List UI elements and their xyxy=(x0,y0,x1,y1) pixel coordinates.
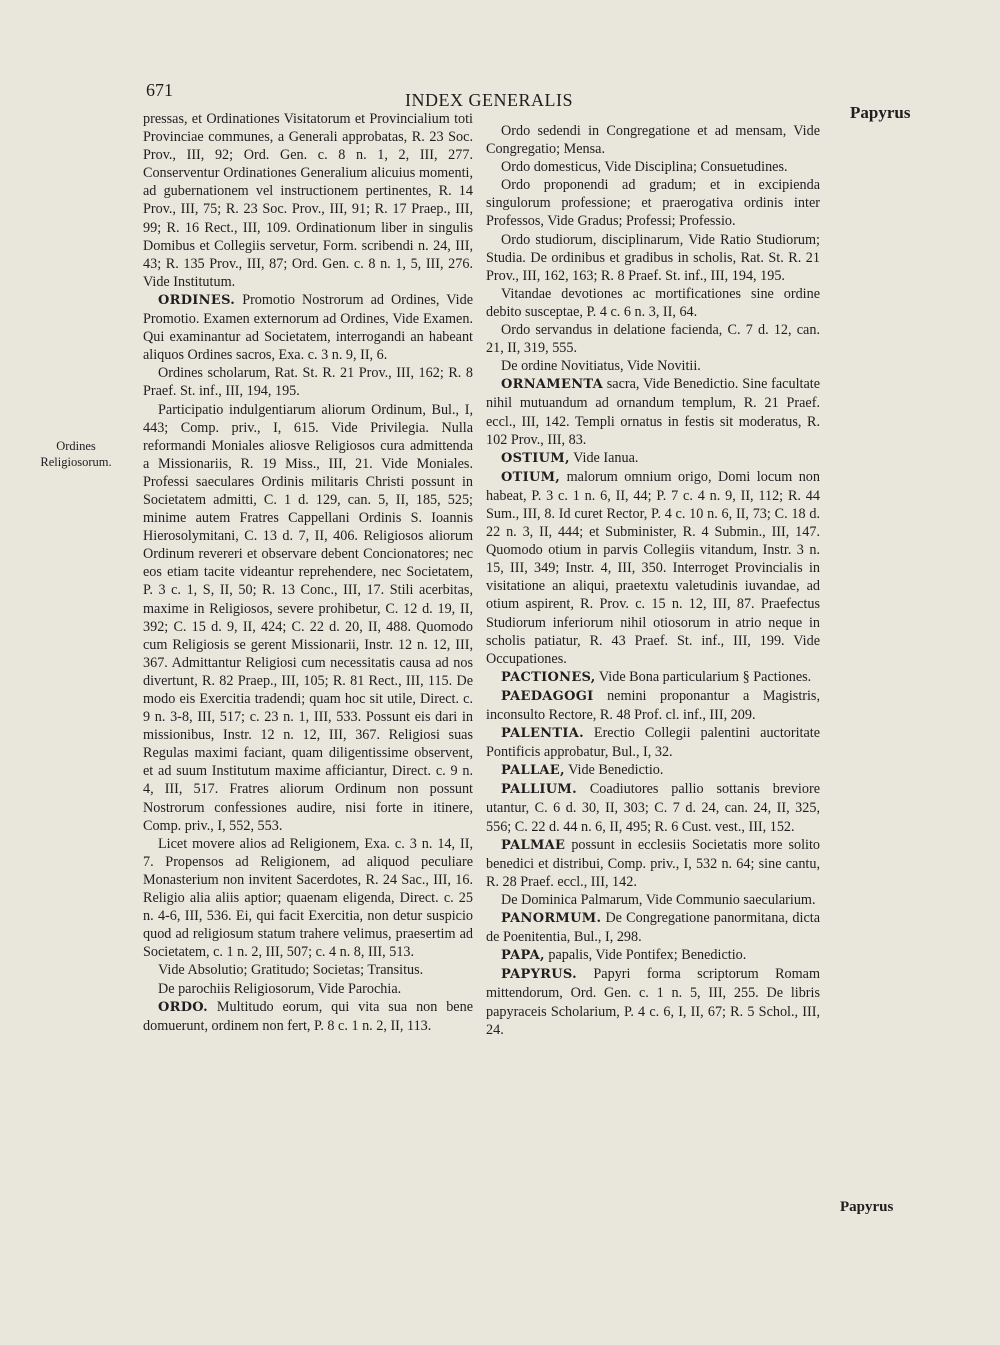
entry-text: De ordine Novitiatus, Vide Novitii. xyxy=(501,358,701,375)
index-entry xyxy=(143,364,473,400)
index-entry xyxy=(486,158,820,176)
entry-headword: PAPYRUS. xyxy=(501,967,577,983)
entry-text: Coadiutores pallio sottanis breviore utantur, C. 6 d. 30, II, 303; C. 7 d. 24, can. 24, II, 325, 556; C. 22 d. 44 n. 6, II, 495; R. 6 Cust. vest., III, 152. xyxy=(486,781,820,835)
entry-text: Multitudo eorum, qui vita sua non bene domuerunt, ordinem non fert, P. 8 c. 1 n. 2, II, 113. xyxy=(143,998,473,1034)
index-entry xyxy=(486,449,820,468)
entry-text: De parochiis Religiosorum, Vide Parochia. xyxy=(158,980,402,997)
index-entry xyxy=(486,780,820,835)
entry-text: Ordo proponendi ad gradum; et in excipienda singulorum professione; et praerogativa ordinis inter Professos, Vide Gradus; Professi; Professio. xyxy=(486,177,820,230)
index-entry xyxy=(486,687,820,724)
index-entry xyxy=(486,761,820,780)
entry-text: Vide Ianua. xyxy=(573,449,639,466)
entry-text: Papyri forma scriptorum Romam mittendorum, Ord. Gen. c. 1 n. 5, III, 255. De libris papyraceis Scholarium, P. 4 c. 6, I, II, 67; R. 5 Schol., III, 24. xyxy=(486,966,821,1038)
index-entry xyxy=(143,998,473,1035)
entry-text: Licet movere alios ad Religionem, Exa. c. 3 n. 14, II, 7. Propensos ad Religionem, ad aliquod peculiare Monasterium non invitent Sacerdotes, R. 24 Sac., III, 16. Religio alia aliis aptior; quaenam eligenda, Direct. c. 25 n. 4-6, III, 536. Ei, qui facit Exercitia, non detur suspicio quod ad religiosum statum trahere velimus, praesertim ad Societatem, c. 1 n. 2, III, 507; c. 4 n. 8, III, 513. xyxy=(143,835,473,961)
entry-text: Ordines scholarum, Rat. St. R. 21 Prov., III, 162; R. 8 Praef. St. inf., III, 194, 195. xyxy=(143,365,473,400)
entry-text: Erectio Collegii palentini auctoritate Pontificis approbatur, Bul., I, 32. xyxy=(486,725,821,761)
entry-text: nemini proponantur a Magistris, inconsulto Rectore, R. 48 Prof. cl. inf., III, 209. xyxy=(486,687,820,723)
entry-headword: PAEDAGOGI xyxy=(501,688,594,704)
index-entry xyxy=(143,835,473,962)
entry-headword: ORDINES. xyxy=(158,292,236,308)
entry-headword: ORDO. xyxy=(158,999,208,1015)
index-entry xyxy=(486,375,820,448)
catchword-bottom: Papyrus xyxy=(840,1199,894,1215)
index-entry xyxy=(486,724,820,761)
entry-headword: PACTIONES, xyxy=(501,669,596,685)
index-entry xyxy=(486,122,820,158)
index-entry xyxy=(143,980,473,998)
entry-text: pressas, et Ordinationes Visitatorum et Provincialium toti Provinciae communes, a Generali approbatas, R. 23 Soc. Prov., III, 92; Ord. Gen. c. 8 n. 1, 2, III, 277. Conserventur Ordinationes Generalium alicuius momenti, ad gubernationem vel instructionem pertinentes, R. 14 Prov., III, 75; R. 23 Soc. Prov., III, 91; R. 17 Praep., III, 99; R. 16 Rect., III, 109. Ordinationum liber in singulis Domibus et Collegiis servetur, Form. scribendi n. 24, III, 43; R. 135 Prov., III, 87; Ord. Gen. c. 8 n. 1, 5, III, 276. Vide Institutum. xyxy=(143,111,473,290)
margin-note: Ordines Religiosorum. xyxy=(40,439,112,469)
entry-text: Vide Bona particularium § Pactiones. xyxy=(598,668,812,685)
entry-text: Ordo domesticus, Vide Disciplina; Consuetudines. xyxy=(501,159,788,176)
entry-text: malorum omnium origo, Domi locum non habeat, P. 3 c. 1 n. 6, II, 44; P. 7 c. 4 n. 9, II, 112; R. 44 Sum., III, 8. Id curet Rector, P. 4 c. 10 n. 6, II, 73; C. 18 d. 22 n. 3, II, 444; et Subminister, R. 4 Submin., III, 147. Quomodo otium in parvis Collegiis vitandum, Instr. 3 n. 15, III, 349; Instr. 4, III, 350. Interroget Provincialis in visitatione an aliqui, praetextu valetudinis iuvandae, ad otium aspirent, R. Prov. c. 15 n. 12, III, 87. Praefectus Studiorum inferiorum nihil otiosorum in atrio neque in scholis patiatur, R. 43 Praef. St. inf., III, 199. Vide Occupationes. xyxy=(486,468,820,667)
entry-headword: PANORMUM. xyxy=(501,911,602,927)
entry-headword: PALLAE, xyxy=(501,763,565,779)
index-entry xyxy=(486,891,820,909)
index-entry xyxy=(486,946,820,965)
index-entry xyxy=(486,468,820,668)
entry-text: De Dominica Palmarum, Vide Communio saecularium. xyxy=(501,891,816,908)
index-entry xyxy=(486,357,820,375)
index-entry xyxy=(486,836,820,891)
index-entry xyxy=(486,231,820,285)
running-head: INDEX GENERALIS xyxy=(405,90,573,110)
page-number: 671 xyxy=(146,80,173,100)
entry-headword: ORNAMENTA xyxy=(501,377,604,393)
index-entry xyxy=(486,285,820,321)
entry-text: Promotio Nostrorum ad Ordines, Vide Promotio. Examen externorum ad Ordines, Vide Examen. Qui examinantur ad Societatem, interrogandi an habeant aliquos Ordines sacros, Exa. c. 3 n. 9, II, 6. xyxy=(143,291,474,364)
entry-text: Vitandae devotiones ac mortificationes sine ordine debito susceptae, P. 4 c. 6 n. 3, II, 64. xyxy=(486,285,820,320)
entry-text: Vide Benedictio. xyxy=(568,762,664,779)
entry-text: Vide Absolutio; Gratitudo; Societas; Transitus. xyxy=(158,962,424,979)
catchword-top: Papyrus xyxy=(850,103,911,122)
entry-text: Participatio indulgentiarum aliorum Ordinum, Bul., I, 443; Comp. priv., I, 615. Vide Privilegia. Nulla reformandi Moniales aliosve Religiosos cura admittenda a Missionariis, R. 19 Miss., III, 21. Vide Moniales. Professi saeculares Ordinis militaris Christi possunt in Societatem admitti, C. 1 d. 129, can. 5, II, 185, 525; minime autem Fratres Cappellani Ordinis S. Ioannis Hierosolymitani, C. 13 d. 7, II, 406. Religiosos aliorum Ordinum revereri et observare debent Concionatores; nec eos etiam tacite videantur reprehendere, nec Societatem, P. 3 c. 1, S, II, 50; R. 13 Conc., III, 17. Stili acerbitas, maxime in Religiosos, severe prohibetur, C. 12 d. 19, II, 392; C. 15 d. 9, II, 424; C. 22 d. 20, II, 488. Quomodo cum Religiosis se gerent Missionarii, Instr. 12 n. 12, III, 367. Admittantur Religiosi cum necessitatis causa ad nos divertunt, R. 82 Praep., III, 105; R. 81 Rect., III, 115. De modo eis Exercitia tradendi; quam hoc sit utile, Direct. c. 9 n. 3-8, III, 517; c. 23 n. 1, III, 533. Possunt eis dari in missionibus, Instr. 12 n. 12, III, 367. Religiosi suas Regulas maximi faciant, quam diligentissime observent, et ad suum Institutum maxime afficiantur, Direct. c. 9 n. 4, III, 517. Fratres aliorum Ordinum non possunt Nostrorum confessiones audire, nisi forte in itinere, Comp. priv., I, 552, 553. xyxy=(143,401,473,834)
entry-headword: PALMAE xyxy=(501,837,566,853)
entry-headword: PAPA, xyxy=(501,948,545,964)
right-column xyxy=(486,122,820,1039)
index-entry xyxy=(143,961,473,979)
entry-text: papalis, Vide Pontifex; Benedictio. xyxy=(548,947,747,964)
index-entry xyxy=(143,401,473,835)
index-entry xyxy=(486,909,820,946)
left-column xyxy=(143,110,473,1035)
index-entry xyxy=(486,965,820,1038)
entry-text: Ordo sedendi in Congregatione et ad mensam, Vide Congregatio; Mensa. xyxy=(486,123,820,158)
index-entry xyxy=(143,291,473,364)
index-entry xyxy=(486,321,820,357)
entry-headword: PALENTIA. xyxy=(501,726,584,742)
entry-text: Ordo servandus in delatione facienda, C. 7 d. 12, can. 21, II, 319, 555. xyxy=(486,322,820,357)
entry-text: sacra, Vide Benedictio. Sine facultate nihil mutuandum ad ornandum templum, R. 21 Praef. eccl., III, 142. Templi ornatus in festis sit moderatus, R. 102 Prov., III, 83. xyxy=(486,376,820,448)
entry-headword: PALLIUM. xyxy=(501,782,577,798)
index-entry xyxy=(143,110,473,291)
index-entry xyxy=(486,176,820,230)
entry-text: De Congregatione panormitana, dicta de Poenitentia, Bul., I, 298. xyxy=(486,910,820,946)
index-entry xyxy=(486,668,820,687)
entry-text: Ordo studiorum, disciplinarum, Vide Ratio Studiorum; Studia. De ordinibus et gradibus in scholis, Rat. St. R. 21 Prov., III, 162, 163; R. 8 Praef. St. inf., III, 194, 195. xyxy=(486,231,820,284)
entry-headword: OTIUM, xyxy=(501,469,561,485)
entry-text: possunt in ecclesiis Societatis more solito benedici et distribui, Comp. priv., I, 532 n. 64; sine cantu, R. 28 Praef. eccl., III, 142. xyxy=(486,836,820,890)
entry-headword: OSTIUM, xyxy=(501,450,570,466)
